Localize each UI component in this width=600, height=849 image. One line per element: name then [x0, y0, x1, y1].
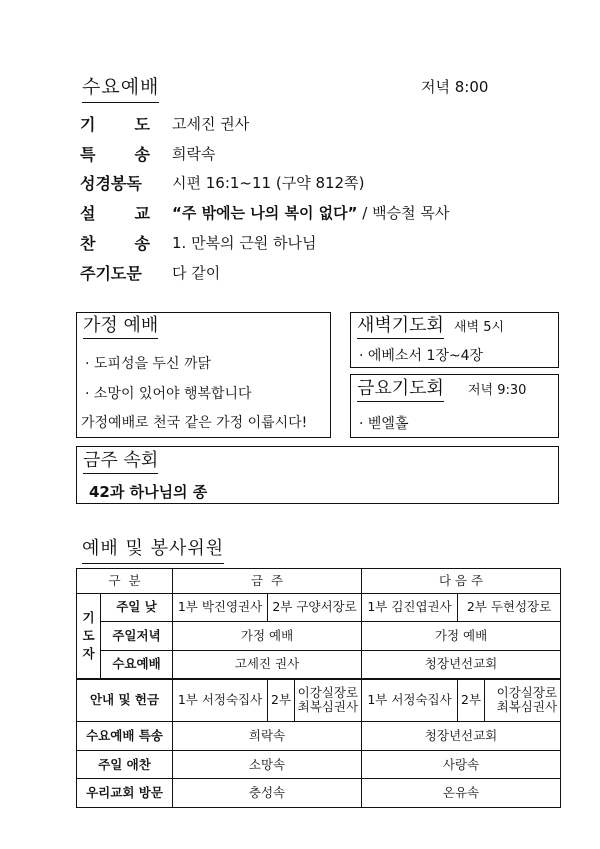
cell-split: 2부 이강실장로 최복심권사 — [458, 679, 561, 722]
friday-prayer-time: 저녁 9:30 — [467, 383, 527, 398]
row-label-wed-special: 수요예배 특송 — [77, 722, 173, 751]
cell: 가정 예배 — [362, 622, 561, 651]
family-worship-title: 가정 예배 — [83, 315, 158, 339]
cell: 가정 예배 — [173, 622, 362, 651]
cell: 온유속 — [362, 779, 561, 808]
wednesday-service-title: 수요예배 — [82, 72, 159, 103]
cell: 희락속 — [173, 722, 362, 751]
cell: 청장년선교회 — [362, 722, 561, 751]
cell: 충성속 — [173, 779, 362, 808]
cell: 청장년선교회 — [362, 650, 561, 679]
family-worship-line-2: · 소망이 있어야 행복합니다 — [85, 386, 252, 402]
preacher: / 백승철 목사 — [357, 203, 450, 222]
row-label-ushers: 안내 및 헌금 — [77, 679, 173, 722]
dawn-prayer-line: · 에베소서 1장~4장 — [359, 348, 484, 364]
cell: 소망속 — [173, 750, 362, 779]
cell-group-box — [76, 446, 559, 504]
cell-split: 2부 이강실장로 최복심권사 — [268, 679, 362, 722]
lords-prayer-row: 주기도문 다 같이 — [80, 263, 221, 283]
hymn-value: 1. 만복의 근원 하나님 — [172, 233, 317, 252]
family-worship-line-3: 가정예배로 천국 같은 가정 이룹시다! — [81, 415, 308, 431]
cell: 1부 김진엽권사 — [362, 593, 458, 622]
cell: 고세진 권사 — [173, 650, 362, 679]
header-category: 구 분 — [77, 569, 173, 594]
row-label-sunday-hymn: 주일 애찬 — [77, 750, 173, 779]
header-this-week: 금 주 — [173, 569, 362, 594]
cell: 1부 서정숙집사 — [362, 679, 458, 722]
scripture-value: 시편 16:1~11 (구약 812쪽) — [172, 173, 365, 192]
cell: 2부 두현성장로 — [458, 593, 561, 622]
family-worship-box — [76, 312, 331, 438]
scripture-row: 성경봉독 시편 16:1~11 (구약 812쪽) — [80, 173, 365, 193]
staff-table — [76, 568, 561, 808]
hymn-row: 찬 송 1. 만복의 근원 하나님 — [80, 233, 317, 253]
row-label-visit: 우리교회 방문 — [77, 779, 173, 808]
friday-prayer-line: · 벧엘홀 — [359, 416, 409, 432]
dawn-prayer-time: 새벽 5시 — [453, 320, 505, 335]
family-worship-line-1: · 도피성을 두신 까닭 — [85, 356, 211, 372]
special-song-value: 희락속 — [172, 144, 216, 163]
friday-prayer-box — [350, 374, 559, 438]
sermon-title: “주 밖에는 나의 복이 없다” — [172, 203, 358, 222]
prayer-value: 고세진 권사 — [172, 114, 250, 133]
cell-group-lesson: 42과 하나님의 종 — [89, 483, 208, 501]
friday-prayer-title: 금요기도회 — [357, 378, 444, 402]
row-label-sunday-day: 주일 낮 — [101, 593, 173, 622]
dawn-prayer-box — [350, 312, 559, 368]
row-label-wednesday: 수요예배 — [101, 650, 173, 679]
special-song-row: 특 송 희락속 — [80, 144, 216, 164]
lords-prayer-value: 다 같이 — [172, 263, 221, 282]
staff-table-title: 예배 및 봉사위원 — [82, 534, 224, 564]
row-label-sunday-evening: 주일저녁 — [101, 622, 173, 651]
cell: 사랑속 — [362, 750, 561, 779]
wednesday-service-time: 저녁 8:00 — [421, 78, 489, 96]
cell: 1부 박진영권사 — [173, 593, 268, 622]
prayer-row: 기 도 고세진 권사 — [80, 114, 250, 134]
prayer-group-label: 기 도 자 — [77, 593, 101, 679]
dawn-prayer-title: 새벽기도회 — [357, 315, 444, 339]
cell: 1부 서정숙집사 — [173, 679, 268, 722]
sermon-row: 설 교 “주 밖에는 나의 복이 없다” / 백승철 목사 — [80, 203, 450, 223]
cell-group-title: 금주 속회 — [83, 450, 158, 474]
header-next-week: 다 음 주 — [362, 569, 561, 594]
cell: 2부 구양서장로 — [268, 593, 362, 622]
